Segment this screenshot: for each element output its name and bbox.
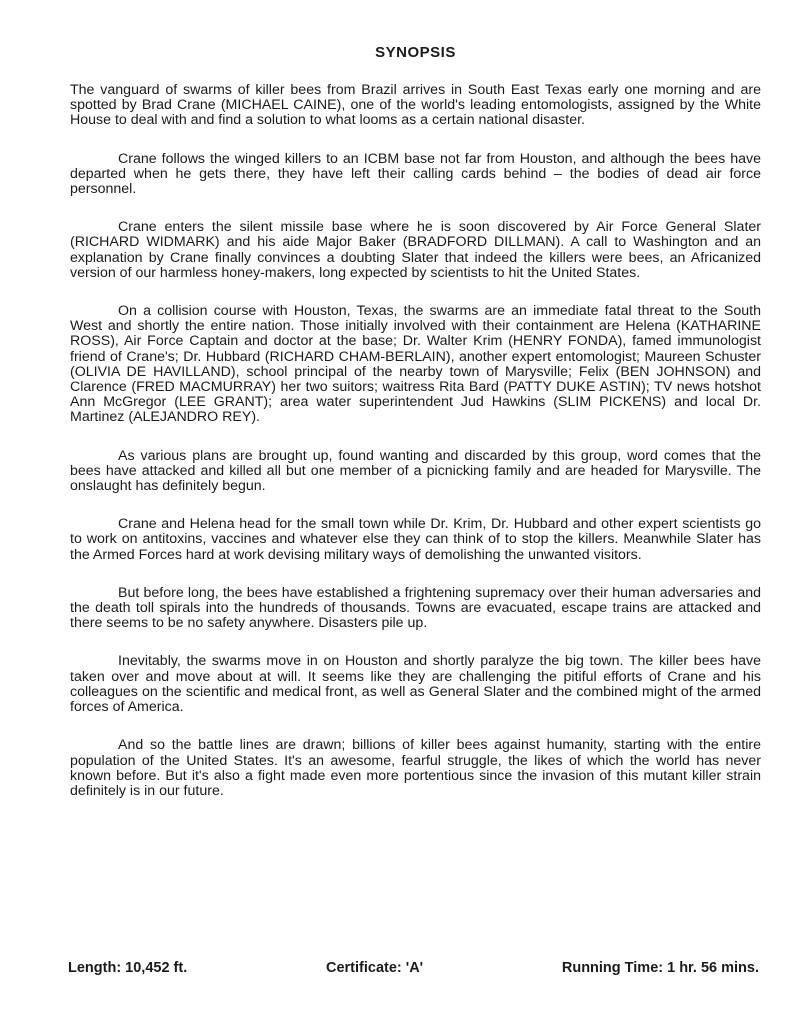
length-label: Length: 10,452 ft. [68,960,188,976]
paragraph-7: But before long, the bees have established a frightening supremacy over their human adversaries and the death toll spirals into the hundreds of thousands. Towns are evacuated, escape trains are attacked and there seems to be no safety anywhere. Disasters pile up. [70,584,761,632]
paragraph-5: As various plans are brought up, found wanting and discarded by this group, word comes that the bees have attacked and killed all but one member of a picnicking family and are headed for Marysville. The onslaught has definitely begun. [70,447,761,495]
paragraph-6: Crane and Helena head for the small town while Dr. Krim, Dr. Hubbard and other expert scientists go to work on antitoxins, vaccines and whatever else they can think of to stop the killers. Meanwhile Slater has the Armed Forces hard at work devising military ways of demolishing the unwanted visitors. [70,516,761,563]
paragraph-2: Crane follows the winged killers to an ICBM base not far from Houston, and although the bees have departed when he gets there, they have left their calling cards behind – the bodies of dead air force personnel. [70,150,761,198]
certificate-label: Certificate: 'A' [325,960,424,976]
paragraph-8: Inevitably, the swarms move in on Houston and shortly paralyze the big town. The killer bees have taken over and move about at will. It seems like they are challenging the pitiful efforts of Crane and his colleagues on the scientific and medical front, as well as General Slater and the combined might of the armed forces of America. [70,653,761,716]
paragraph-3: Crane enters the silent missile base where he is soon discovered by Air Force General Slater (RICHARD WIDMARK) and his aide Major Baker (BRADFORD DILLMAN). A call to Washington and an explanation by Crane finally convinces a doubting Slater that indeed the killers were bees, an Africanized version of our harmless honey-makers, long expected by scientists to hit the United States. [70,219,761,281]
paragraph-1: The vanguard of swarms of killer bees from Brazil arrives in South East Texas early one morning and are spotted by Brad Crane (MICHAEL CAINE), one of the world's leading entomologists, assigned by the White House to deal with and find a solution to what looms as a certain national disaster. [70,82,761,129]
page-title: SYNOPSIS [375,44,456,61]
paragraph-9: And so the battle lines are drawn; billions of killer bees against humanity, starting with the entire population of the United States. It's an awesome, fearful struggle, the likes of which the world has never known before. But it's also a fight made even more portentious since the invasion of this mutant killer strain definitely is in our future. [70,737,761,799]
paragraph-4: On a collision course with Houston, Texas, the swarms are an immediate fatal threat to the South West and shortly the entire nation. Those initially involved with their containment are Helena (KATHARINE ROSS), Air Force Captain and doctor at the base; Dr. Walter Krim (HENRY FONDA), famed immunologist friend of Crane's; Dr. Hubbard (RICHARD CHAM-BERLAIN), another expert entomologist; Maureen Schuster (OLIVIA DE HAVILLAND), school principal of the nearby town of Marysville; Felix (BEN JOHNSON) and Clarence (FRED MACMURRAY) her two suitors; waitress Rita Bard (PATTY DUKE ASTIN); TV news hotshot Ann McGregor (LEE GRANT); area water superintendent Jud Hawkins (SLIM PICKENS) and local Dr. Martinez (ALEJANDRO REY). [70,303,761,426]
credits-footer [68,960,759,976]
running-time-label: Running Time: 1 hr. 56 mins. [561,960,759,976]
